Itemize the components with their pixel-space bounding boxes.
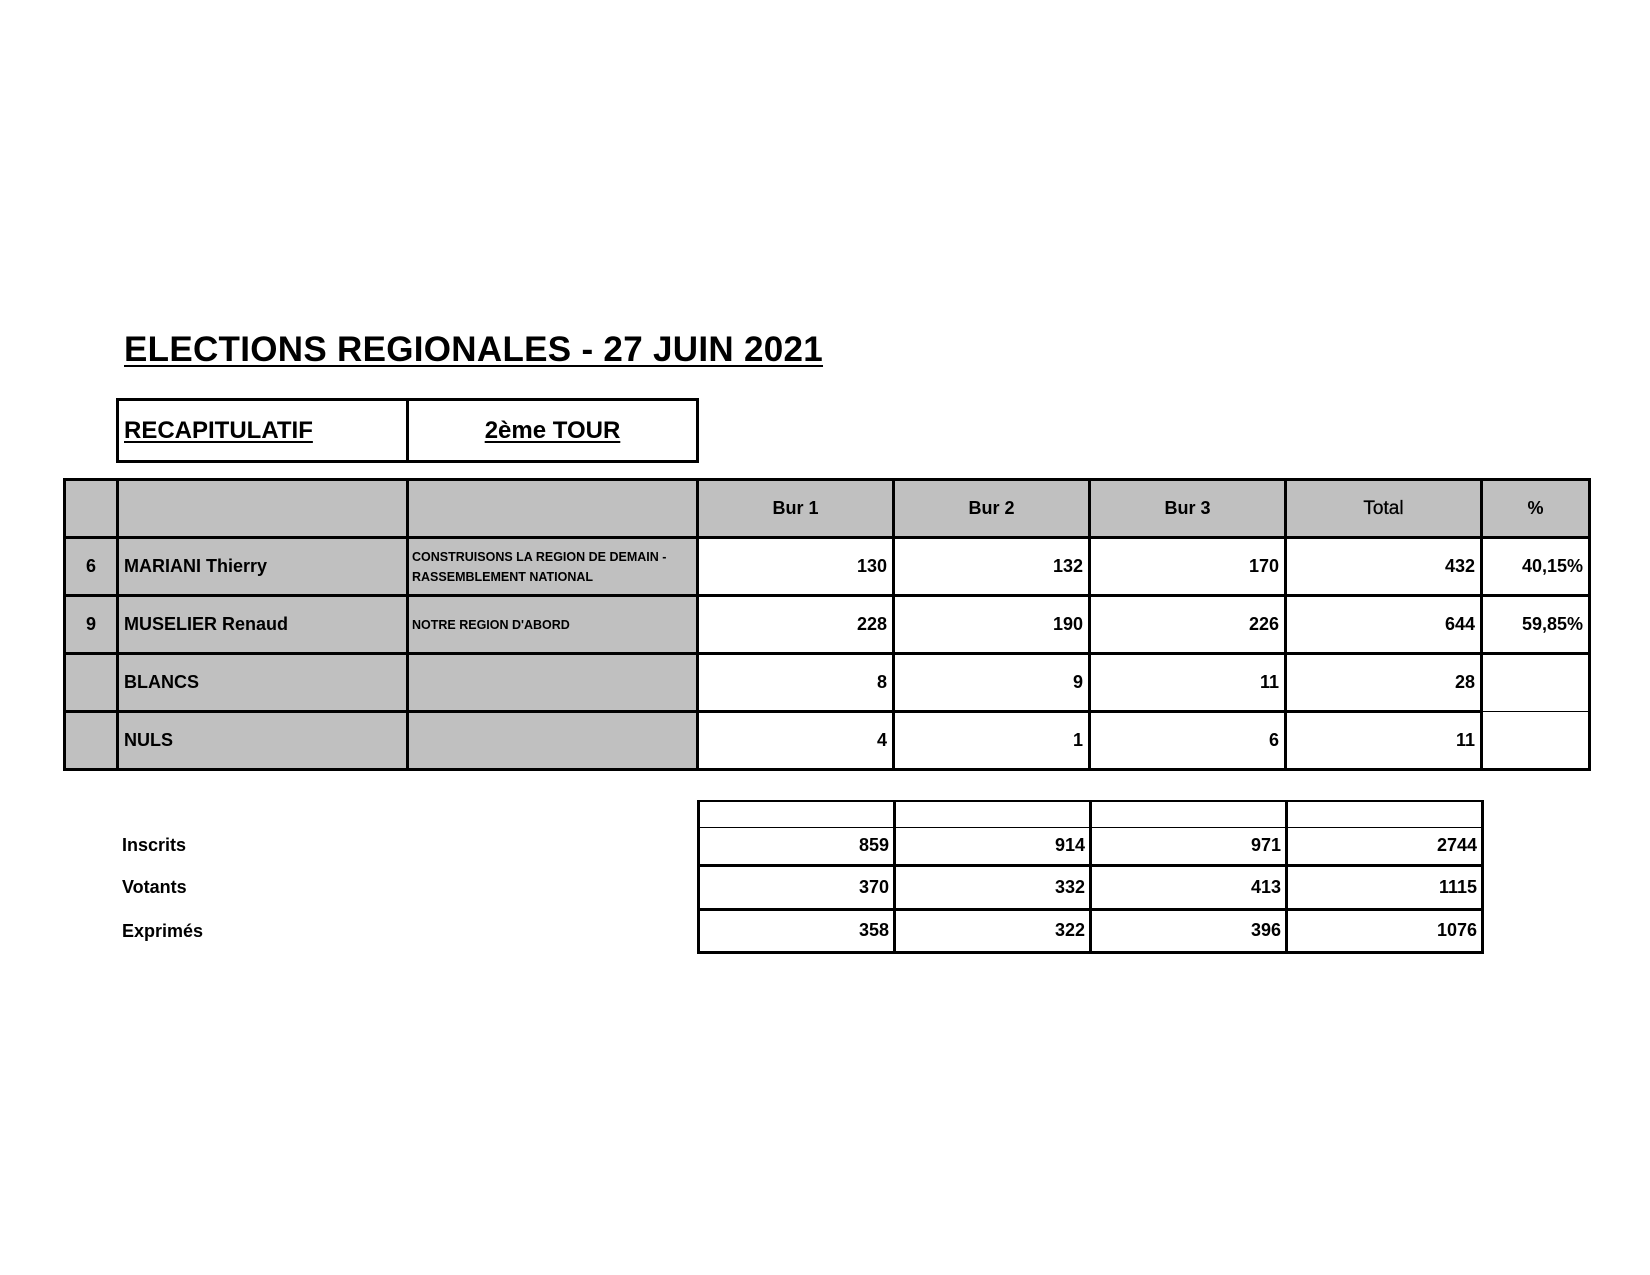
cell-bur3: 170 bbox=[1090, 538, 1286, 596]
stat-total: 2744 bbox=[1287, 827, 1483, 865]
header-list bbox=[408, 480, 698, 538]
stats-spacer-row bbox=[699, 801, 1483, 827]
candidate-number bbox=[65, 654, 118, 712]
stat-bur3: 396 bbox=[1091, 909, 1287, 952]
table-row bbox=[65, 596, 1590, 654]
candidate-name: NULS bbox=[118, 712, 408, 770]
table-row bbox=[699, 865, 1483, 909]
header-bur1: Bur 1 bbox=[698, 480, 894, 538]
cell-pct bbox=[1482, 712, 1590, 770]
header-pct: % bbox=[1482, 480, 1590, 538]
candidate-list: NOTRE REGION D'ABORD bbox=[408, 596, 698, 654]
candidate-name: MARIANI Thierry bbox=[118, 538, 408, 596]
stat-bur3: 971 bbox=[1091, 827, 1287, 865]
cell-bur3: 11 bbox=[1090, 654, 1286, 712]
header-name bbox=[118, 480, 408, 538]
stat-total: 1115 bbox=[1287, 865, 1483, 909]
stat-label-exprimes: Exprimés bbox=[122, 921, 204, 941]
stat-bur2: 332 bbox=[895, 865, 1091, 909]
spacer-cell bbox=[895, 801, 1091, 827]
results-table bbox=[63, 478, 1591, 771]
cell-bur1: 4 bbox=[698, 712, 894, 770]
candidate-number: 6 bbox=[65, 538, 118, 596]
stat-label-inscrits: Inscrits bbox=[122, 835, 187, 855]
cell-bur2: 1 bbox=[894, 712, 1090, 770]
cell-bur1: 130 bbox=[698, 538, 894, 596]
spacer-cell bbox=[1091, 801, 1287, 827]
stat-bur1: 859 bbox=[699, 827, 895, 865]
candidate-name: BLANCS bbox=[118, 654, 408, 712]
recap-box bbox=[116, 398, 699, 463]
candidate-list bbox=[408, 654, 698, 712]
table-row bbox=[699, 909, 1483, 952]
cell-total: 432 bbox=[1286, 538, 1482, 596]
candidate-list bbox=[408, 712, 698, 770]
stats-table bbox=[697, 800, 1484, 954]
round-label: 2ème TOUR bbox=[484, 416, 621, 444]
header-num bbox=[65, 480, 118, 538]
stat-bur1: 358 bbox=[699, 909, 895, 952]
candidate-number bbox=[65, 712, 118, 770]
cell-total: 11 bbox=[1286, 712, 1482, 770]
stat-label-votants: Votants bbox=[122, 877, 187, 897]
page-title: ELECTIONS REGIONALES - 27 JUIN 2021 bbox=[124, 330, 824, 369]
table-row bbox=[65, 712, 1590, 770]
cell-total: 28 bbox=[1286, 654, 1482, 712]
table-row bbox=[699, 827, 1483, 865]
cell-pct: 40,15% bbox=[1482, 538, 1590, 596]
stat-total: 1076 bbox=[1287, 909, 1483, 952]
cell-bur3: 6 bbox=[1090, 712, 1286, 770]
cell-total: 644 bbox=[1286, 596, 1482, 654]
table-row bbox=[65, 538, 1590, 596]
cell-bur1: 8 bbox=[698, 654, 894, 712]
candidate-number: 9 bbox=[65, 596, 118, 654]
cell-bur2: 132 bbox=[894, 538, 1090, 596]
cell-bur2: 190 bbox=[894, 596, 1090, 654]
stat-bur1: 370 bbox=[699, 865, 895, 909]
spacer-cell bbox=[699, 801, 895, 827]
header-total: Total bbox=[1286, 480, 1482, 538]
stat-bur3: 413 bbox=[1091, 865, 1287, 909]
stat-bur2: 914 bbox=[895, 827, 1091, 865]
cell-bur2: 9 bbox=[894, 654, 1090, 712]
table-row bbox=[65, 654, 1590, 712]
header-row bbox=[65, 480, 1590, 538]
cell-bur3: 226 bbox=[1090, 596, 1286, 654]
spacer-cell bbox=[1287, 801, 1483, 827]
cell-pct: 59,85% bbox=[1482, 596, 1590, 654]
header-bur2: Bur 2 bbox=[894, 480, 1090, 538]
candidate-list: CONSTRUISONS LA REGION DE DEMAIN - RASSEMBLEMENT NATIONAL bbox=[408, 538, 698, 596]
recap-label: RECAPITULATIF bbox=[119, 401, 409, 460]
cell-bur1: 228 bbox=[698, 596, 894, 654]
header-bur3: Bur 3 bbox=[1090, 480, 1286, 538]
candidate-name: MUSELIER Renaud bbox=[118, 596, 408, 654]
cell-pct bbox=[1482, 654, 1590, 712]
stat-bur2: 322 bbox=[895, 909, 1091, 952]
